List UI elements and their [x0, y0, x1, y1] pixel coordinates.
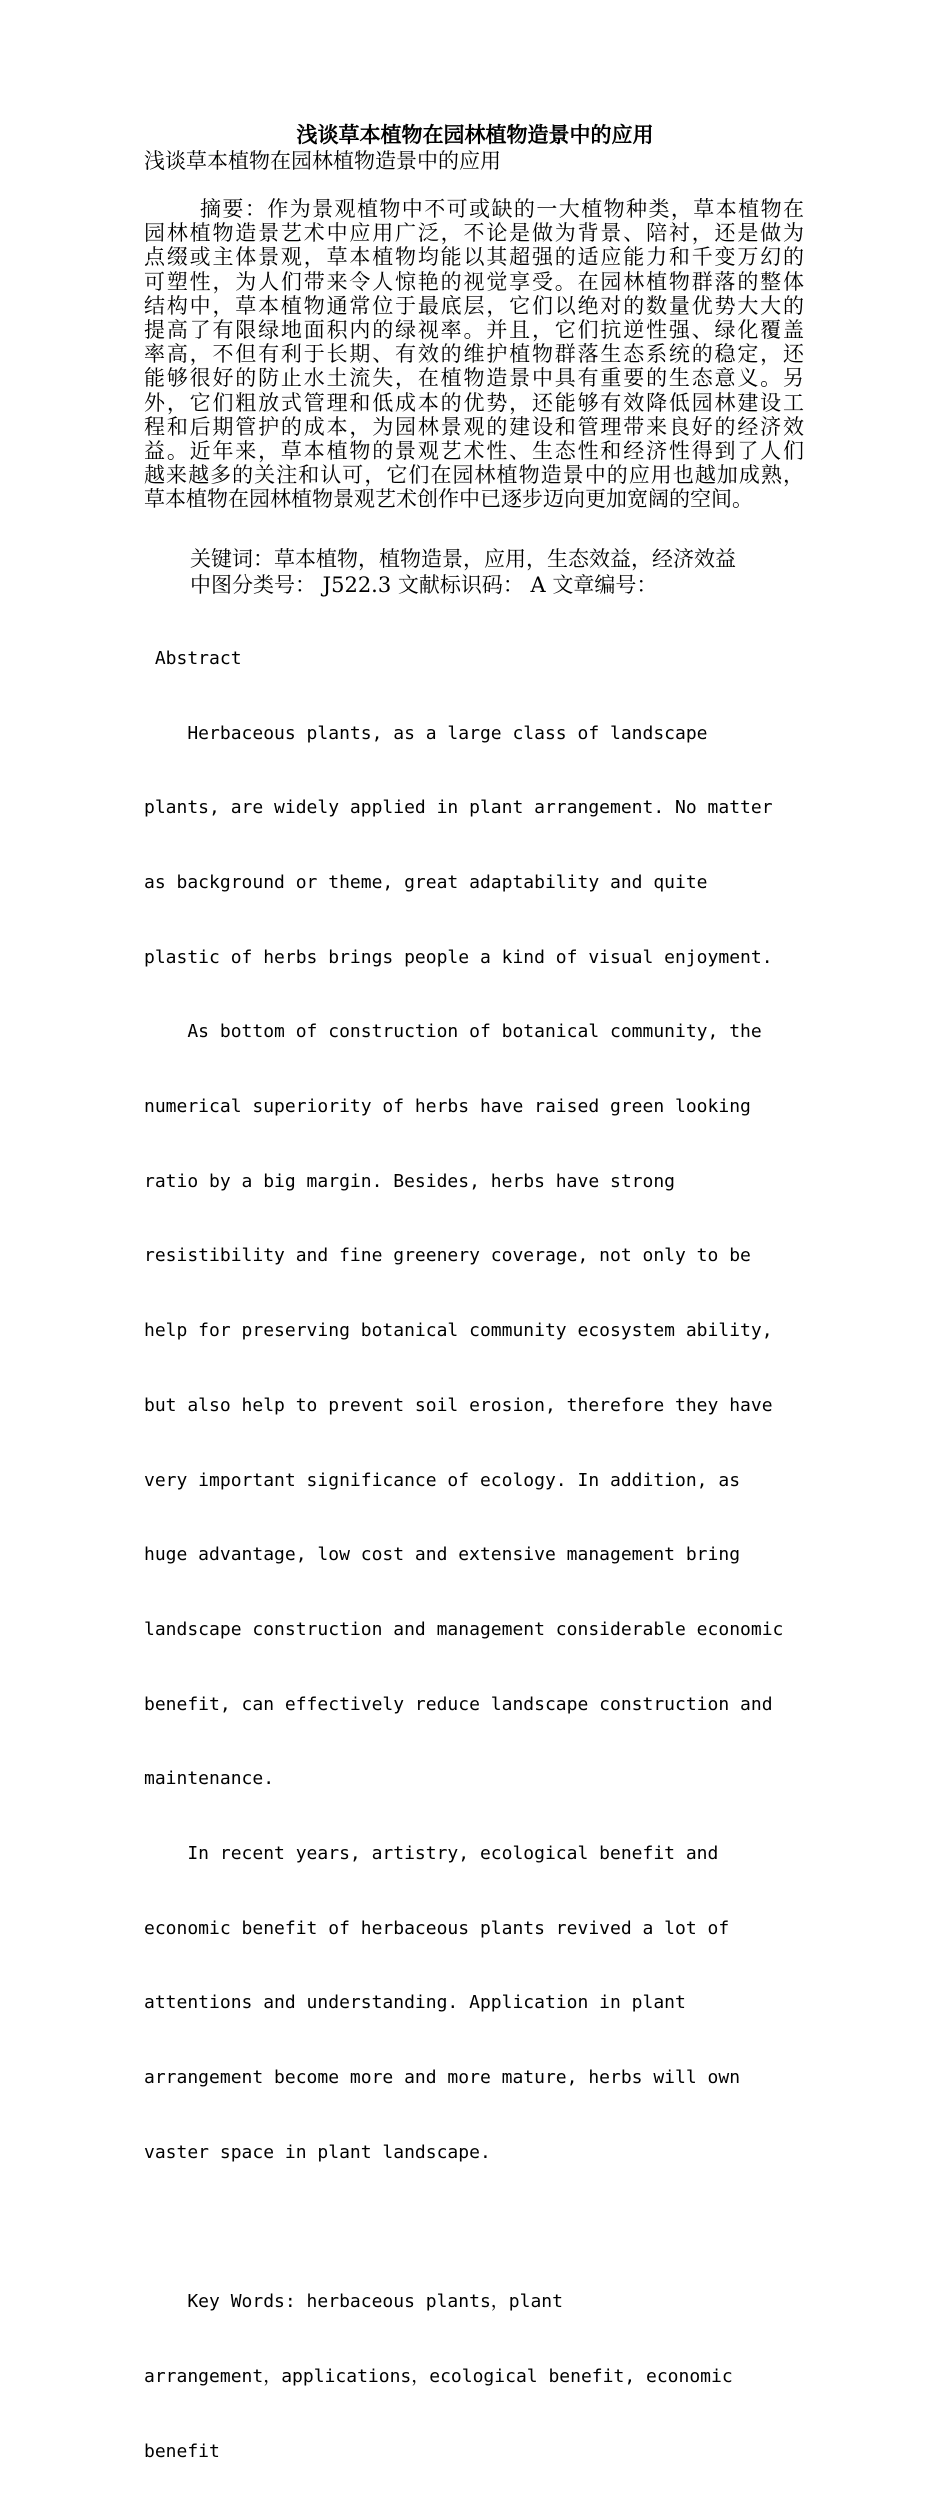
abstract-line: 点缀或主体景观，草本植物均能以其超强的适应能力和千变万幻的 [144, 245, 804, 270]
classification-line: 中图分类号： J522.3 文献标识码： A 文章编号： [190, 573, 658, 597]
english-line: but also help to prevent soil erosion, therefore they have [144, 1394, 773, 1416]
english-line: As bottom of construction of botanical community, the [144, 1021, 762, 1043]
document-title: 浅谈草本植物在园林植物造景中的应用 [296, 122, 654, 147]
document-subtitle: 浅谈草本植物在园林植物造景中的应用 [144, 149, 501, 173]
english-line: Herbaceous plants, as a large class of landscape [144, 722, 708, 744]
abstract-line: 益。近年来，草本植物的景观艺术性、生态性和经济性得到了人们 [144, 439, 804, 464]
abstract-line: 越来越多的关注和认可，它们在园林植物造景中的应用也越加成熟， [144, 463, 804, 488]
chinese-abstract [144, 197, 804, 512]
english-line: landscape construction and management considerable economic [144, 1618, 784, 1640]
chinese-metadata [190, 546, 736, 598]
english-line: arrangement become more and more mature, herbs will own [144, 2067, 741, 2089]
english-line: economic benefit of herbaceous plants revived a lot of [144, 1917, 730, 1939]
english-line: help for preserving botanical community ecosystem ability, [144, 1320, 773, 1342]
english-line: numerical superiority of herbs have raised green looking [144, 1096, 751, 1118]
english-line: In recent years, artistry, ecological benefit and [144, 1843, 719, 1865]
english-keywords-line: Key Words: herbaceous plants，plant [144, 2291, 563, 2313]
abstract-line: 摘要：作为景观植物中不可或缺的一大植物种类，草本植物在 [200, 197, 804, 221]
abstract-line: 外，它们粗放式管理和低成本的优势，还能够有效降低园林建设工 [144, 390, 804, 415]
english-line: huge advantage, low cost and extensive management bring [144, 1544, 741, 1566]
english-line: attentions and understanding. Application in plant [144, 1992, 686, 2014]
abstract-heading: Abstract [144, 647, 242, 669]
english-line: as background or theme, great adaptability and quite [144, 871, 708, 893]
abstract-line: 率高，不但有利于长期、有效的维护植物群落生态系统的稳定，还 [144, 342, 804, 367]
abstract-line: 能够很好的防止水土流失，在植物造景中具有重要的生态意义。另 [144, 366, 804, 391]
abstract-line: 提高了有限绿地面积内的绿视率。并且，它们抗逆性强、绿化覆盖 [144, 318, 804, 343]
english-line: plants, are widely applied in plant arrangement. No matter [144, 797, 773, 819]
chinese-keywords: 关键词：草本植物，植物造景，应用，生态效益，经济效益 [190, 547, 736, 571]
english-line: vaster space in plant landscape. [144, 2141, 491, 2163]
abstract-line: 草本植物在园林植物景观艺术创作中已逐步迈向更加宽阔的空间。 [144, 487, 753, 512]
english-keywords-line: arrangement，applications，ecological benefit, economic [144, 2365, 733, 2387]
abstract-line: 结构中，草本植物通常位于最底层，它们以绝对的数量优势大大的 [144, 293, 804, 318]
english-line: benefit, can effectively reduce landscape construction and [144, 1693, 773, 1715]
english-line: ratio by a big margin. Besides, herbs have strong [144, 1170, 676, 1192]
english-line: very important significance of ecology. In addition, as [144, 1469, 741, 1491]
blank-line [144, 2216, 809, 2241]
english-line: maintenance. [144, 1768, 275, 1790]
english-keywords-line: benefit [144, 2440, 220, 2462]
english-line: resistibility and fine greenery coverage, not only to be [144, 1245, 751, 1267]
abstract-line: 园林植物造景艺术中应用广泛，不论是做为背景、陪衬，还是做为 [144, 221, 804, 246]
abstract-line: 可塑性，为人们带来令人惊艳的视觉享受。在园林植物群落的整体 [144, 269, 804, 294]
english-line: plastic of herbs brings people a kind of visual enjoyment. [144, 946, 773, 968]
english-abstract [144, 597, 809, 2514]
abstract-line: 程和后期管护的成本，为园林景观的建设和管理带来良好的经济效 [144, 414, 804, 439]
